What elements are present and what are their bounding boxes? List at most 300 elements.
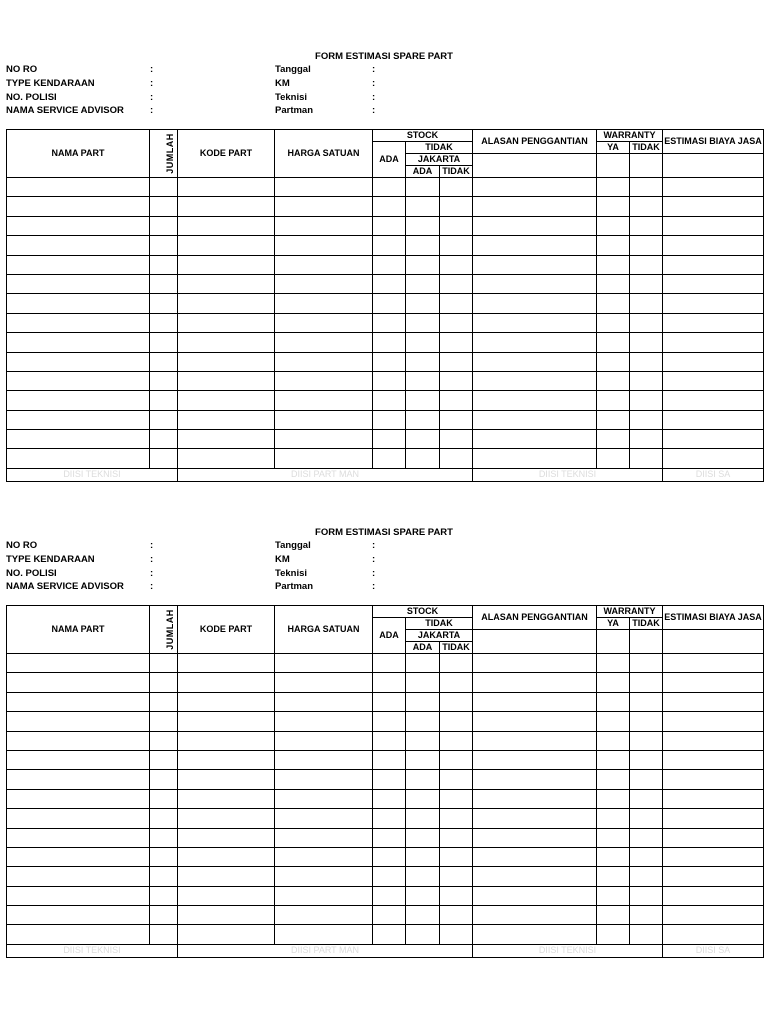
- cell[interactable]: [275, 673, 373, 692]
- cell[interactable]: [663, 236, 764, 255]
- cell[interactable]: [373, 178, 406, 197]
- cell[interactable]: [663, 712, 764, 731]
- cell[interactable]: [150, 449, 178, 468]
- cell[interactable]: [597, 371, 630, 390]
- cell[interactable]: [150, 712, 178, 731]
- cell[interactable]: [440, 313, 473, 332]
- cell[interactable]: [150, 352, 178, 371]
- cell[interactable]: [440, 654, 473, 673]
- cell[interactable]: [406, 178, 440, 197]
- cell[interactable]: [597, 352, 630, 371]
- cell[interactable]: [630, 673, 663, 692]
- cell[interactable]: [630, 847, 663, 866]
- cell[interactable]: [406, 789, 440, 808]
- cell[interactable]: [7, 828, 150, 847]
- cell[interactable]: [630, 630, 663, 654]
- cell[interactable]: [473, 770, 597, 789]
- cell[interactable]: [7, 274, 150, 293]
- cell[interactable]: [150, 789, 178, 808]
- cell[interactable]: [630, 654, 663, 673]
- cell[interactable]: [178, 867, 275, 886]
- cell[interactable]: [150, 294, 178, 313]
- cell[interactable]: [440, 178, 473, 197]
- cell[interactable]: [7, 255, 150, 274]
- cell[interactable]: [7, 770, 150, 789]
- cell[interactable]: [150, 654, 178, 673]
- cell[interactable]: [440, 867, 473, 886]
- cell[interactable]: [473, 294, 597, 313]
- cell[interactable]: [663, 255, 764, 274]
- cell[interactable]: [7, 410, 150, 429]
- cell[interactable]: [178, 313, 275, 332]
- cell[interactable]: [150, 333, 178, 352]
- cell[interactable]: [150, 731, 178, 750]
- cell[interactable]: [178, 430, 275, 449]
- cell[interactable]: [275, 274, 373, 293]
- cell[interactable]: [406, 430, 440, 449]
- cell[interactable]: [150, 410, 178, 429]
- cell[interactable]: [597, 294, 630, 313]
- cell[interactable]: [275, 886, 373, 905]
- cell[interactable]: [406, 828, 440, 847]
- cell[interactable]: [597, 712, 630, 731]
- cell[interactable]: [373, 449, 406, 468]
- cell[interactable]: [473, 255, 597, 274]
- cell[interactable]: [7, 789, 150, 808]
- cell[interactable]: [440, 770, 473, 789]
- cell[interactable]: [275, 925, 373, 944]
- cell[interactable]: [473, 654, 597, 673]
- cell[interactable]: [473, 809, 597, 828]
- cell[interactable]: [150, 274, 178, 293]
- cell[interactable]: [597, 430, 630, 449]
- cell[interactable]: [275, 828, 373, 847]
- cell[interactable]: [440, 673, 473, 692]
- cell[interactable]: [150, 809, 178, 828]
- cell[interactable]: [663, 274, 764, 293]
- cell[interactable]: [7, 391, 150, 410]
- cell[interactable]: [440, 391, 473, 410]
- cell[interactable]: [663, 371, 764, 390]
- cell[interactable]: [7, 352, 150, 371]
- cell[interactable]: [630, 867, 663, 886]
- cell[interactable]: [630, 274, 663, 293]
- cell[interactable]: [178, 731, 275, 750]
- cell[interactable]: [473, 313, 597, 332]
- cell[interactable]: [7, 847, 150, 866]
- cell[interactable]: [473, 630, 597, 654]
- cell[interactable]: [663, 216, 764, 235]
- cell[interactable]: [150, 770, 178, 789]
- cell[interactable]: [150, 847, 178, 866]
- cell[interactable]: [630, 236, 663, 255]
- cell[interactable]: [406, 313, 440, 332]
- cell[interactable]: [150, 216, 178, 235]
- cell[interactable]: [275, 236, 373, 255]
- cell[interactable]: [440, 886, 473, 905]
- cell[interactable]: [473, 712, 597, 731]
- cell[interactable]: [7, 449, 150, 468]
- cell[interactable]: [663, 867, 764, 886]
- cell[interactable]: [178, 178, 275, 197]
- cell[interactable]: [406, 333, 440, 352]
- cell[interactable]: [275, 809, 373, 828]
- cell[interactable]: [663, 692, 764, 711]
- cell[interactable]: [663, 906, 764, 925]
- cell[interactable]: [630, 789, 663, 808]
- cell[interactable]: [373, 789, 406, 808]
- cell[interactable]: [406, 712, 440, 731]
- cell[interactable]: [406, 410, 440, 429]
- cell[interactable]: [178, 847, 275, 866]
- cell[interactable]: [373, 750, 406, 769]
- cell[interactable]: [178, 925, 275, 944]
- cell[interactable]: [630, 449, 663, 468]
- cell[interactable]: [275, 333, 373, 352]
- cell[interactable]: [630, 886, 663, 905]
- cell[interactable]: [178, 654, 275, 673]
- cell[interactable]: [178, 274, 275, 293]
- cell[interactable]: [178, 449, 275, 468]
- cell[interactable]: [406, 847, 440, 866]
- cell[interactable]: [597, 255, 630, 274]
- cell[interactable]: [473, 430, 597, 449]
- cell[interactable]: [373, 294, 406, 313]
- cell[interactable]: [630, 770, 663, 789]
- cell[interactable]: [150, 236, 178, 255]
- cell[interactable]: [373, 333, 406, 352]
- cell[interactable]: [7, 178, 150, 197]
- cell[interactable]: [178, 789, 275, 808]
- cell[interactable]: [473, 371, 597, 390]
- cell[interactable]: [597, 770, 630, 789]
- cell[interactable]: [373, 673, 406, 692]
- cell[interactable]: [373, 828, 406, 847]
- cell[interactable]: [373, 906, 406, 925]
- cell[interactable]: [7, 294, 150, 313]
- cell[interactable]: [275, 197, 373, 216]
- cell[interactable]: [597, 886, 630, 905]
- cell[interactable]: [630, 906, 663, 925]
- cell[interactable]: [150, 867, 178, 886]
- cell[interactable]: [373, 352, 406, 371]
- cell[interactable]: [7, 673, 150, 692]
- cell[interactable]: [178, 673, 275, 692]
- cell[interactable]: [440, 809, 473, 828]
- cell[interactable]: [7, 333, 150, 352]
- cell[interactable]: [178, 216, 275, 235]
- cell[interactable]: [663, 886, 764, 905]
- cell[interactable]: [7, 313, 150, 332]
- cell[interactable]: [630, 731, 663, 750]
- cell[interactable]: [150, 391, 178, 410]
- cell[interactable]: [7, 906, 150, 925]
- cell[interactable]: [178, 391, 275, 410]
- cell[interactable]: [178, 255, 275, 274]
- cell[interactable]: [406, 906, 440, 925]
- cell[interactable]: [406, 731, 440, 750]
- cell[interactable]: [150, 692, 178, 711]
- cell[interactable]: [373, 925, 406, 944]
- cell[interactable]: [663, 313, 764, 332]
- cell[interactable]: [440, 255, 473, 274]
- cell[interactable]: [178, 750, 275, 769]
- cell[interactable]: [473, 692, 597, 711]
- cell[interactable]: [406, 925, 440, 944]
- cell[interactable]: [597, 673, 630, 692]
- cell[interactable]: [373, 274, 406, 293]
- cell[interactable]: [7, 925, 150, 944]
- cell[interactable]: [275, 867, 373, 886]
- cell[interactable]: [150, 828, 178, 847]
- cell[interactable]: [7, 750, 150, 769]
- cell[interactable]: [7, 430, 150, 449]
- cell[interactable]: [663, 430, 764, 449]
- cell[interactable]: [178, 410, 275, 429]
- cell[interactable]: [473, 731, 597, 750]
- cell[interactable]: [630, 430, 663, 449]
- cell[interactable]: [178, 236, 275, 255]
- cell[interactable]: [663, 391, 764, 410]
- cell[interactable]: [630, 828, 663, 847]
- cell[interactable]: [178, 809, 275, 828]
- cell[interactable]: [406, 750, 440, 769]
- cell[interactable]: [178, 886, 275, 905]
- cell[interactable]: [663, 178, 764, 197]
- cell[interactable]: [373, 216, 406, 235]
- cell[interactable]: [440, 197, 473, 216]
- cell[interactable]: [440, 216, 473, 235]
- cell[interactable]: [597, 313, 630, 332]
- cell[interactable]: [150, 371, 178, 390]
- cell[interactable]: [406, 274, 440, 293]
- cell[interactable]: [7, 692, 150, 711]
- cell[interactable]: [406, 371, 440, 390]
- cell[interactable]: [663, 828, 764, 847]
- cell[interactable]: [440, 333, 473, 352]
- cell[interactable]: [597, 750, 630, 769]
- cell[interactable]: [406, 255, 440, 274]
- cell[interactable]: [275, 371, 373, 390]
- cell[interactable]: [275, 255, 373, 274]
- cell[interactable]: [663, 770, 764, 789]
- cell[interactable]: [275, 216, 373, 235]
- cell[interactable]: [473, 274, 597, 293]
- cell[interactable]: [150, 430, 178, 449]
- cell[interactable]: [275, 789, 373, 808]
- cell[interactable]: [597, 178, 630, 197]
- cell[interactable]: [150, 886, 178, 905]
- cell[interactable]: [663, 197, 764, 216]
- cell[interactable]: [373, 654, 406, 673]
- cell[interactable]: [473, 352, 597, 371]
- cell[interactable]: [440, 294, 473, 313]
- cell[interactable]: [440, 750, 473, 769]
- cell[interactable]: [663, 789, 764, 808]
- cell[interactable]: [373, 430, 406, 449]
- cell[interactable]: [630, 809, 663, 828]
- cell[interactable]: [630, 216, 663, 235]
- cell[interactable]: [473, 154, 597, 178]
- cell[interactable]: [373, 197, 406, 216]
- cell[interactable]: [406, 654, 440, 673]
- cell[interactable]: [597, 197, 630, 216]
- cell[interactable]: [373, 867, 406, 886]
- cell[interactable]: [275, 712, 373, 731]
- cell[interactable]: [663, 410, 764, 429]
- cell[interactable]: [7, 867, 150, 886]
- cell[interactable]: [473, 178, 597, 197]
- cell[interactable]: [373, 313, 406, 332]
- cell[interactable]: [275, 906, 373, 925]
- cell[interactable]: [473, 906, 597, 925]
- cell[interactable]: [406, 449, 440, 468]
- cell[interactable]: [150, 906, 178, 925]
- cell[interactable]: [150, 255, 178, 274]
- cell[interactable]: [663, 630, 764, 654]
- cell[interactable]: [663, 449, 764, 468]
- cell[interactable]: [663, 294, 764, 313]
- cell[interactable]: [440, 371, 473, 390]
- cell[interactable]: [630, 154, 663, 178]
- cell[interactable]: [597, 154, 630, 178]
- cell[interactable]: [440, 352, 473, 371]
- cell[interactable]: [275, 692, 373, 711]
- cell[interactable]: [630, 925, 663, 944]
- cell[interactable]: [406, 197, 440, 216]
- cell[interactable]: [150, 178, 178, 197]
- cell[interactable]: [275, 770, 373, 789]
- cell[interactable]: [473, 867, 597, 886]
- cell[interactable]: [663, 847, 764, 866]
- cell[interactable]: [663, 154, 764, 178]
- cell[interactable]: [178, 352, 275, 371]
- cell[interactable]: [275, 654, 373, 673]
- cell[interactable]: [473, 449, 597, 468]
- cell[interactable]: [406, 867, 440, 886]
- cell[interactable]: [406, 809, 440, 828]
- cell[interactable]: [473, 828, 597, 847]
- cell[interactable]: [473, 391, 597, 410]
- cell[interactable]: [275, 294, 373, 313]
- cell[interactable]: [440, 712, 473, 731]
- cell[interactable]: [7, 712, 150, 731]
- cell[interactable]: [406, 770, 440, 789]
- cell[interactable]: [275, 178, 373, 197]
- cell[interactable]: [473, 410, 597, 429]
- cell[interactable]: [373, 692, 406, 711]
- cell[interactable]: [663, 750, 764, 769]
- cell[interactable]: [473, 673, 597, 692]
- cell[interactable]: [178, 828, 275, 847]
- cell[interactable]: [473, 216, 597, 235]
- cell[interactable]: [373, 886, 406, 905]
- cell[interactable]: [275, 410, 373, 429]
- cell[interactable]: [150, 925, 178, 944]
- cell[interactable]: [597, 809, 630, 828]
- cell[interactable]: [373, 809, 406, 828]
- cell[interactable]: [597, 630, 630, 654]
- cell[interactable]: [150, 750, 178, 769]
- cell[interactable]: [597, 410, 630, 429]
- cell[interactable]: [7, 886, 150, 905]
- cell[interactable]: [630, 712, 663, 731]
- cell[interactable]: [7, 809, 150, 828]
- cell[interactable]: [630, 371, 663, 390]
- cell[interactable]: [406, 391, 440, 410]
- cell[interactable]: [473, 925, 597, 944]
- cell[interactable]: [630, 391, 663, 410]
- cell[interactable]: [597, 847, 630, 866]
- cell[interactable]: [473, 886, 597, 905]
- cell[interactable]: [597, 867, 630, 886]
- cell[interactable]: [178, 770, 275, 789]
- cell[interactable]: [597, 391, 630, 410]
- cell[interactable]: [150, 673, 178, 692]
- cell[interactable]: [473, 333, 597, 352]
- cell[interactable]: [150, 197, 178, 216]
- cell[interactable]: [473, 197, 597, 216]
- cell[interactable]: [275, 391, 373, 410]
- cell[interactable]: [373, 847, 406, 866]
- cell[interactable]: [275, 352, 373, 371]
- cell[interactable]: [597, 925, 630, 944]
- cell[interactable]: [440, 731, 473, 750]
- cell[interactable]: [630, 294, 663, 313]
- cell[interactable]: [597, 906, 630, 925]
- cell[interactable]: [597, 692, 630, 711]
- cell[interactable]: [373, 236, 406, 255]
- cell[interactable]: [7, 197, 150, 216]
- cell[interactable]: [663, 654, 764, 673]
- cell[interactable]: [7, 216, 150, 235]
- cell[interactable]: [275, 731, 373, 750]
- cell[interactable]: [275, 430, 373, 449]
- cell[interactable]: [440, 925, 473, 944]
- cell[interactable]: [406, 216, 440, 235]
- cell[interactable]: [178, 197, 275, 216]
- cell[interactable]: [663, 673, 764, 692]
- cell[interactable]: [7, 731, 150, 750]
- cell[interactable]: [630, 255, 663, 274]
- cell[interactable]: [630, 750, 663, 769]
- cell[interactable]: [178, 294, 275, 313]
- cell[interactable]: [406, 692, 440, 711]
- cell[interactable]: [597, 216, 630, 235]
- cell[interactable]: [178, 371, 275, 390]
- cell[interactable]: [597, 333, 630, 352]
- cell[interactable]: [275, 750, 373, 769]
- cell[interactable]: [597, 654, 630, 673]
- cell[interactable]: [440, 789, 473, 808]
- cell[interactable]: [663, 809, 764, 828]
- cell[interactable]: [373, 371, 406, 390]
- cell[interactable]: [630, 410, 663, 429]
- cell[interactable]: [373, 391, 406, 410]
- cell[interactable]: [440, 847, 473, 866]
- cell[interactable]: [597, 828, 630, 847]
- cell[interactable]: [630, 692, 663, 711]
- cell[interactable]: [406, 294, 440, 313]
- cell[interactable]: [663, 352, 764, 371]
- cell[interactable]: [473, 750, 597, 769]
- cell[interactable]: [630, 313, 663, 332]
- cell[interactable]: [373, 770, 406, 789]
- cell[interactable]: [473, 236, 597, 255]
- cell[interactable]: [178, 333, 275, 352]
- cell[interactable]: [473, 847, 597, 866]
- cell[interactable]: [663, 925, 764, 944]
